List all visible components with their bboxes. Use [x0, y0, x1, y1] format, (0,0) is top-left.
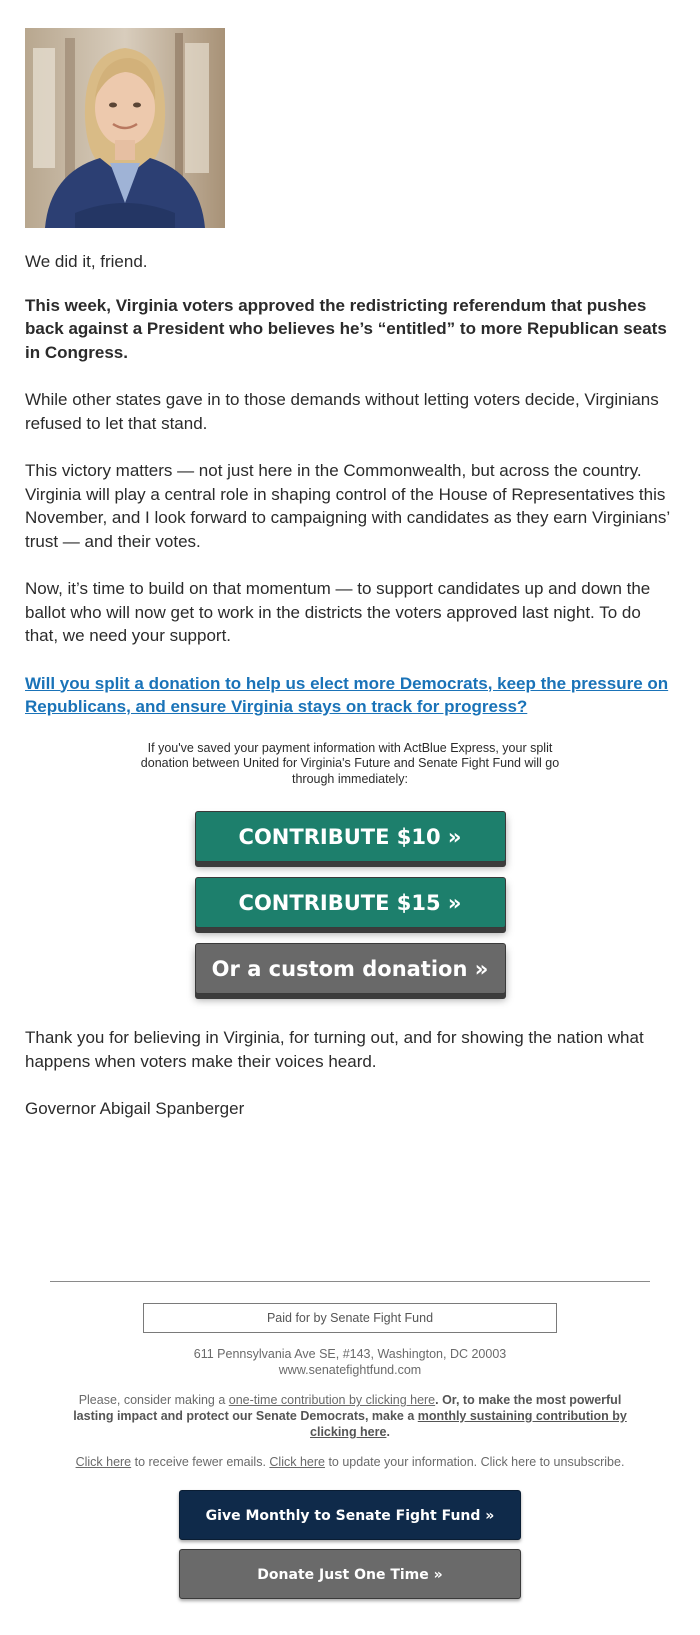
address-line: 611 Pennsylvania Ave SE, #143, Washington, DC 20003 — [193, 1347, 507, 1361]
signature: Governor Abigail Spanberger — [25, 1099, 245, 1118]
contribute-15-button[interactable]: CONTRIBUTE $15 » — [195, 877, 506, 928]
email-preferences — [50, 1454, 650, 1470]
paid-for-box: Paid for by Senate Fight Fund — [143, 1303, 557, 1333]
thank-you-paragraph: Thank you for believing in Virginia, for turning out, and for showing the nation what happens when voters make their voices heard. — [25, 1028, 644, 1071]
plea-bold-text: . Or, to make the most powerful lasting impact and protect our Senate Democrats, make a — [73, 1393, 622, 1423]
portrait-photo — [25, 28, 225, 228]
contribution-plea — [50, 1392, 650, 1440]
update-info-link[interactable]: Click here — [269, 1455, 325, 1469]
monthly-contribution-link[interactable]: monthly sustaining contribution by clicking here — [310, 1409, 627, 1439]
website-link[interactable]: www.senatefightfund.com — [278, 1363, 422, 1377]
custom-donation-button[interactable]: Or a custom donation » — [195, 943, 506, 994]
footer-divider — [50, 1281, 650, 1282]
plea-intro: Please, consider making a — [78, 1393, 229, 1407]
contribute-10-button[interactable]: CONTRIBUTE $10 » — [195, 811, 506, 862]
lead-paragraph: This week, Virginia voters approved the redistricting referendum that pushes back against a President who believes he’s “entitled” to more Republican seats in Congress. — [25, 295, 667, 362]
donate-one-time-button[interactable]: Donate Just One Time » — [179, 1549, 521, 1599]
body-paragraph: This victory matters — not just here in the Commonwealth, but across the country. Virginia will play a central role in shaping control of the House of Representatives this November, and I look forward to campaigning with candidates as they earn Virginians’ trust — and their votes. — [25, 461, 670, 551]
fewer-emails-text: to receive fewer emails. — [131, 1455, 270, 1469]
actblue-express-note: If you've saved your payment information with ActBlue Express, your split donation between United for Virginia's Future and Senate Fight Fund will go through immediately: — [140, 740, 560, 786]
mailing-address — [50, 1346, 650, 1378]
one-time-contribution-link[interactable]: one-time contribution by clicking here — [228, 1393, 436, 1407]
greeting: We did it, friend. — [25, 252, 148, 271]
email-footer — [50, 1281, 650, 1599]
body-paragraph: While other states gave in to those demands without letting voters decide, Virginians refused to let that stand. — [25, 390, 659, 433]
plea-end: . — [386, 1425, 390, 1439]
email-body — [25, 28, 675, 1121]
fewer-emails-link[interactable]: Click here — [75, 1455, 132, 1469]
give-monthly-button[interactable]: Give Monthly to Senate Fight Fund » — [179, 1490, 521, 1540]
donate-cta-link[interactable]: Will you split a donation to help us elect more Democrats, keep the pressure on Republicans, and ensure Virginia stays on track for progress? — [25, 673, 669, 716]
body-paragraph: Now, it’s time to build on that momentum — to support candidates up and down the ballot who will now get to work in the districts the voters approved last night. To do that, we need your support. — [25, 579, 651, 645]
update-info-text: to update your information. Click here to unsubscribe. — [324, 1455, 625, 1469]
